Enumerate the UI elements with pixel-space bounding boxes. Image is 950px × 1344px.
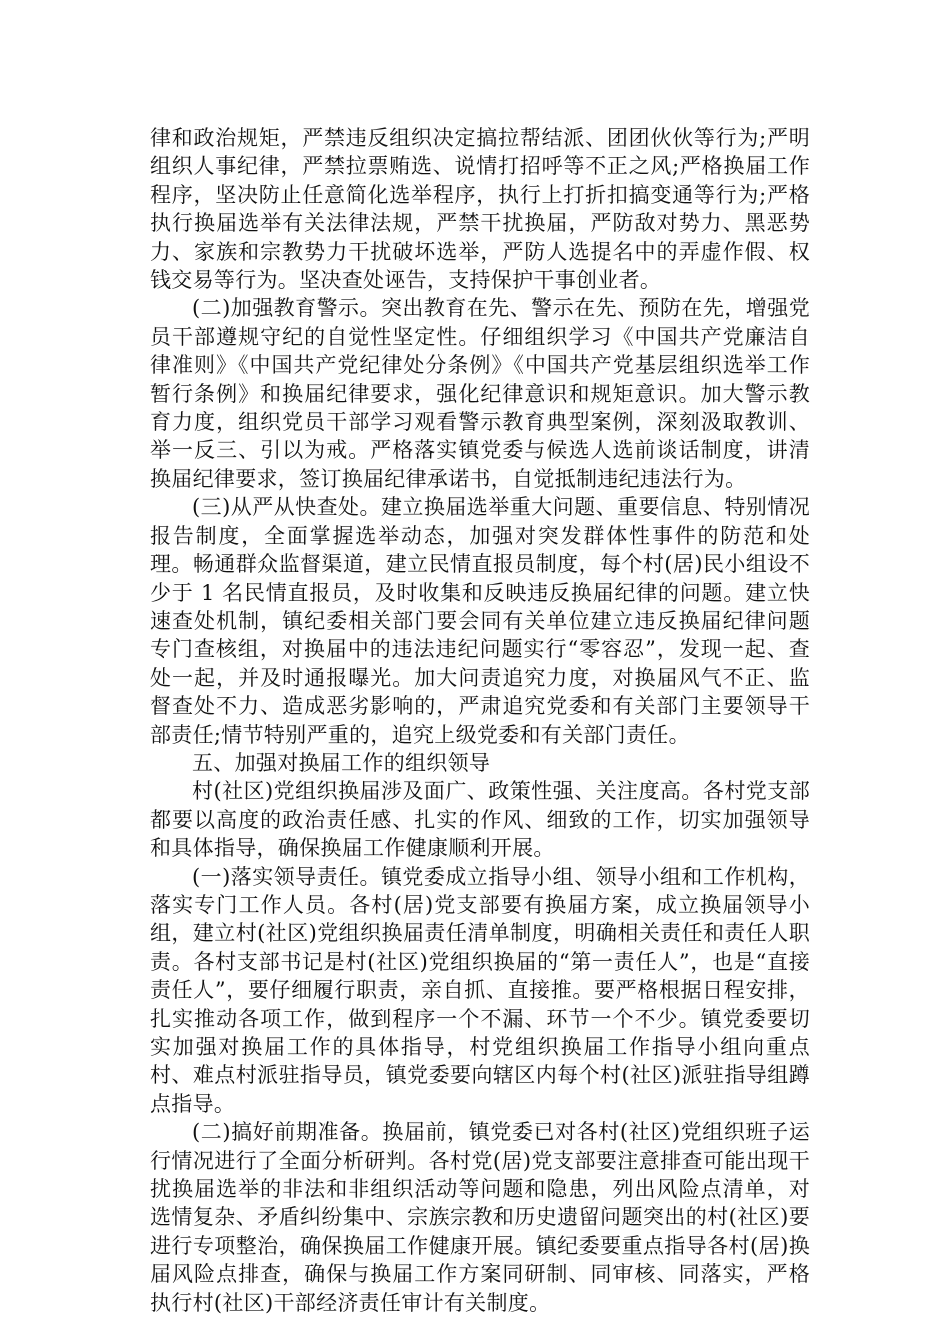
paragraph-strict-investigation: (三)从严从快查处。建立换届选举重大问题、重要信息、特别情况报告制度，全面掌握选举动态，加强对突发群体性事件的防范和处理。畅通群众监督渠道，建立民情直报员制度，每个村(居)民小组设不少于 1 名民情直报员，及时收集和反映违反换届纪律的问题。建立快速查处机制，镇纪委相关部门要会同有关单位建立违反换届纪律问题专门查核组，对换届中的违法违纪问题实行“零容忍”，发现一起、查处一起，并及时通报曝光。加大问责追究力度，对换届风气不正、监督查处不力、造成恶劣影响的，严肃追究党委和有关部门主要领导干部责任;情节特别严重的，追究上级党委和有关部门责任。 <box>150 495 810 747</box>
paragraph-education-warning: (二)加强教育警示。突出教育在先、警示在先、预防在先，增强党员干部遵规守纪的自觉性坚定性。仔细组织学习《中国共产党廉洁自律准则》《中国共产党纪律处分条例》《中国共产党基层组织选举工作暂行条例》和换届纪律要求，强化纪律意识和规矩意识。加大警示教育力度，组织党员干部学习观看警示教育典型案例，深刻汲取教训、举一反三、引以为戒。严格落实镇党委与候选人选前谈话制度，讲清换届纪律要求，签订换届纪律承诺书，自觉抵制违纪违法行为。 <box>150 296 810 491</box>
paragraph-discipline-continued: 律和政治规矩，严禁违反组织决定搞拉帮结派、团团伙伙等行为;严明组织人事纪律，严禁拉票贿选、说情打招呼等不正之风;严格换届工作程序，坚决防止任意简化选举程序，执行上打折扣搞变通等行为;严格执行换届选举有关法律法规，严禁干扰换届，严防敌对势力、黑恶势力、家族和宗教势力干扰破坏选举，严防人选提名中的弄虚作假、权钱交易等行为。坚决查处诬告，支持保护干事创业者。 <box>150 126 810 293</box>
paragraph-preparation: (二)搞好前期准备。换届前，镇党委已对各村(社区)党组织班子运行情况进行了全面分析研判。各村党(居)党支部要注意排查可能出现干扰换届选举的非法和非组织活动等问题和隐患，列出风险点清单，对选情复杂、矛盾纠纷集中、宗族宗教和历史遗留问题突出的村(社区)要进行专项整治，确保换届工作健康开展。镇纪委要重点指导各村(居)换届风险点排查，确保与换届工作方案同研制、同审核、同落实，严格执行村(社区)干部经济责任审计有关制度。 <box>150 1120 810 1315</box>
document-body <box>150 124 810 1317</box>
paragraph-leadership-intro: 村(社区)党组织换届涉及面广、政策性强、关注度高。各村党支部都要以高度的政治责任感、扎实的作风、细致的工作，切实加强领导和具体指导，确保换届工作健康顺利开展。 <box>150 779 810 861</box>
paragraph-leadership-responsibility: (一)落实领导责任。镇党委成立指导小组、领导小组和工作机构，落实专门工作人员。各村(居)党支部要有换届方案，成立换届领导小组，建立村(社区)党组织换届责任清单制度，明确相关责任和责任人职责。各村支部书记是村(社区)党组织换届的“第一责任人”，也是“直接责任人”，要仔细履行职责，亲自抓、直接推。要严格根据日程安排，扎实推动各项工作，做到程序一个不漏、环节一个不少。镇党委要切实加强对换届工作的具体指导，村党组织换届工作指导小组向重点村、难点村派驻指导员，镇党委要向辖区内每个村(社区)派驻指导组蹲点指导。 <box>150 864 810 1116</box>
section-heading-leadership: 五、加强对换届工作的组织领导 <box>192 750 491 775</box>
